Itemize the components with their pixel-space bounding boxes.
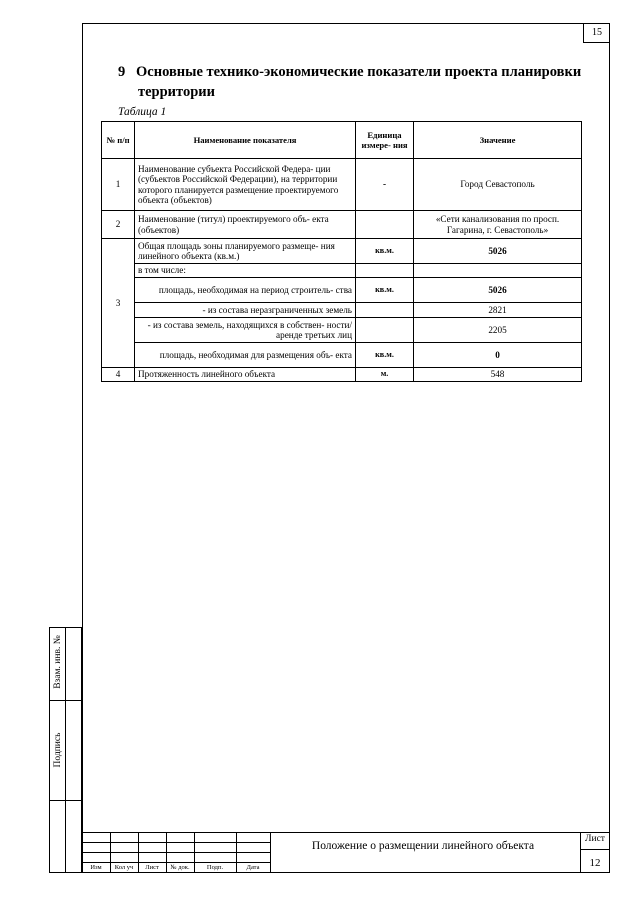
page-number: 15 (583, 23, 610, 43)
row-unit: - (356, 159, 414, 211)
table-header-row (102, 122, 582, 159)
tb-label-list: Лист (145, 864, 159, 871)
row-value: Город Севастополь (414, 159, 582, 211)
tb-label-kol: Кол уч (114, 864, 134, 871)
row-unit: м. (356, 368, 414, 382)
row-num: 3 (102, 239, 135, 368)
tb-label-date: Дата (246, 864, 260, 871)
title-block (82, 832, 610, 873)
row-name: Протяженность линейного объекта (135, 368, 356, 382)
row-name: Наименование субъекта Российской Федера- ции (субъектов Российской Федерации), на территории которого планируется размещение проектируемого объекта (объектов) (135, 159, 356, 211)
row-name: Общая площадь зоны планируемого размеще- ния линейного объекта (кв.м.) (135, 239, 356, 264)
row-unit: кв.м. (356, 239, 414, 264)
document-title: Положение о размещении линейного объекта (311, 840, 535, 852)
table-row (102, 159, 582, 211)
table-caption: Таблица 1 (118, 106, 167, 118)
row-unit (356, 211, 414, 239)
sheet-label: Лист (585, 834, 605, 844)
row-unit (356, 264, 414, 278)
indicators-table (101, 121, 582, 382)
row-value: 2205 (414, 318, 582, 343)
section-number: 9 (118, 64, 126, 80)
section-heading (118, 62, 598, 102)
row-name: Наименование (титул) проектируемого объ- екта (объектов) (135, 211, 356, 239)
strip-divider (49, 800, 82, 801)
row-name: - из состава неразграниченных земель (135, 303, 356, 318)
row-unit: кв.м. (356, 278, 414, 303)
tb-label-izm: Изм (90, 864, 102, 871)
sheet-number: 12 (589, 857, 601, 869)
header-num: № п/п (102, 122, 135, 159)
row-value: 2821 (414, 303, 582, 318)
tb-label-sign: Подп. (206, 864, 224, 871)
header-value: Значение (414, 122, 582, 159)
signature-label: Подпись (53, 732, 63, 768)
table-row (102, 318, 582, 343)
row-num: 2 (102, 211, 135, 239)
row-value: 5026 (414, 278, 582, 303)
table-row (102, 368, 582, 382)
replacement-inv-label: Взам. инв. № (53, 635, 63, 689)
row-value: «Сети канализования по просп. Гагарина, г. Севастополь» (414, 211, 582, 239)
row-value: 0 (414, 343, 582, 368)
row-unit (356, 318, 414, 343)
section-title-line2: территории (138, 84, 215, 100)
table-row (102, 343, 582, 368)
row-name: - из состава земель, находящихся в собствен- ности/аренде третьих лиц (135, 318, 356, 343)
row-value: 5026 (414, 239, 582, 264)
left-strip-col2 (66, 627, 82, 873)
header-unit: Единица измере- ния (356, 122, 414, 159)
row-name: в том числе: (135, 264, 356, 278)
table-row (102, 278, 582, 303)
row-unit (356, 303, 414, 318)
row-num: 4 (102, 368, 135, 382)
header-name: Наименование показателя (135, 122, 356, 159)
tb-label-doc: № док. (170, 864, 190, 871)
row-value (414, 264, 582, 278)
row-name: площадь, необходимая на период строитель- ства (135, 278, 356, 303)
table-row (102, 211, 582, 239)
row-name: площадь, необходимая для размещения объ- екта (135, 343, 356, 368)
section-title-line1: Основные технико-экономические показатели проекта планировки (136, 64, 582, 80)
table-row (102, 303, 582, 318)
row-value: 548 (414, 368, 582, 382)
table-row (102, 239, 582, 264)
row-unit: кв.м. (356, 343, 414, 368)
table-row (102, 264, 582, 278)
row-num: 1 (102, 159, 135, 211)
